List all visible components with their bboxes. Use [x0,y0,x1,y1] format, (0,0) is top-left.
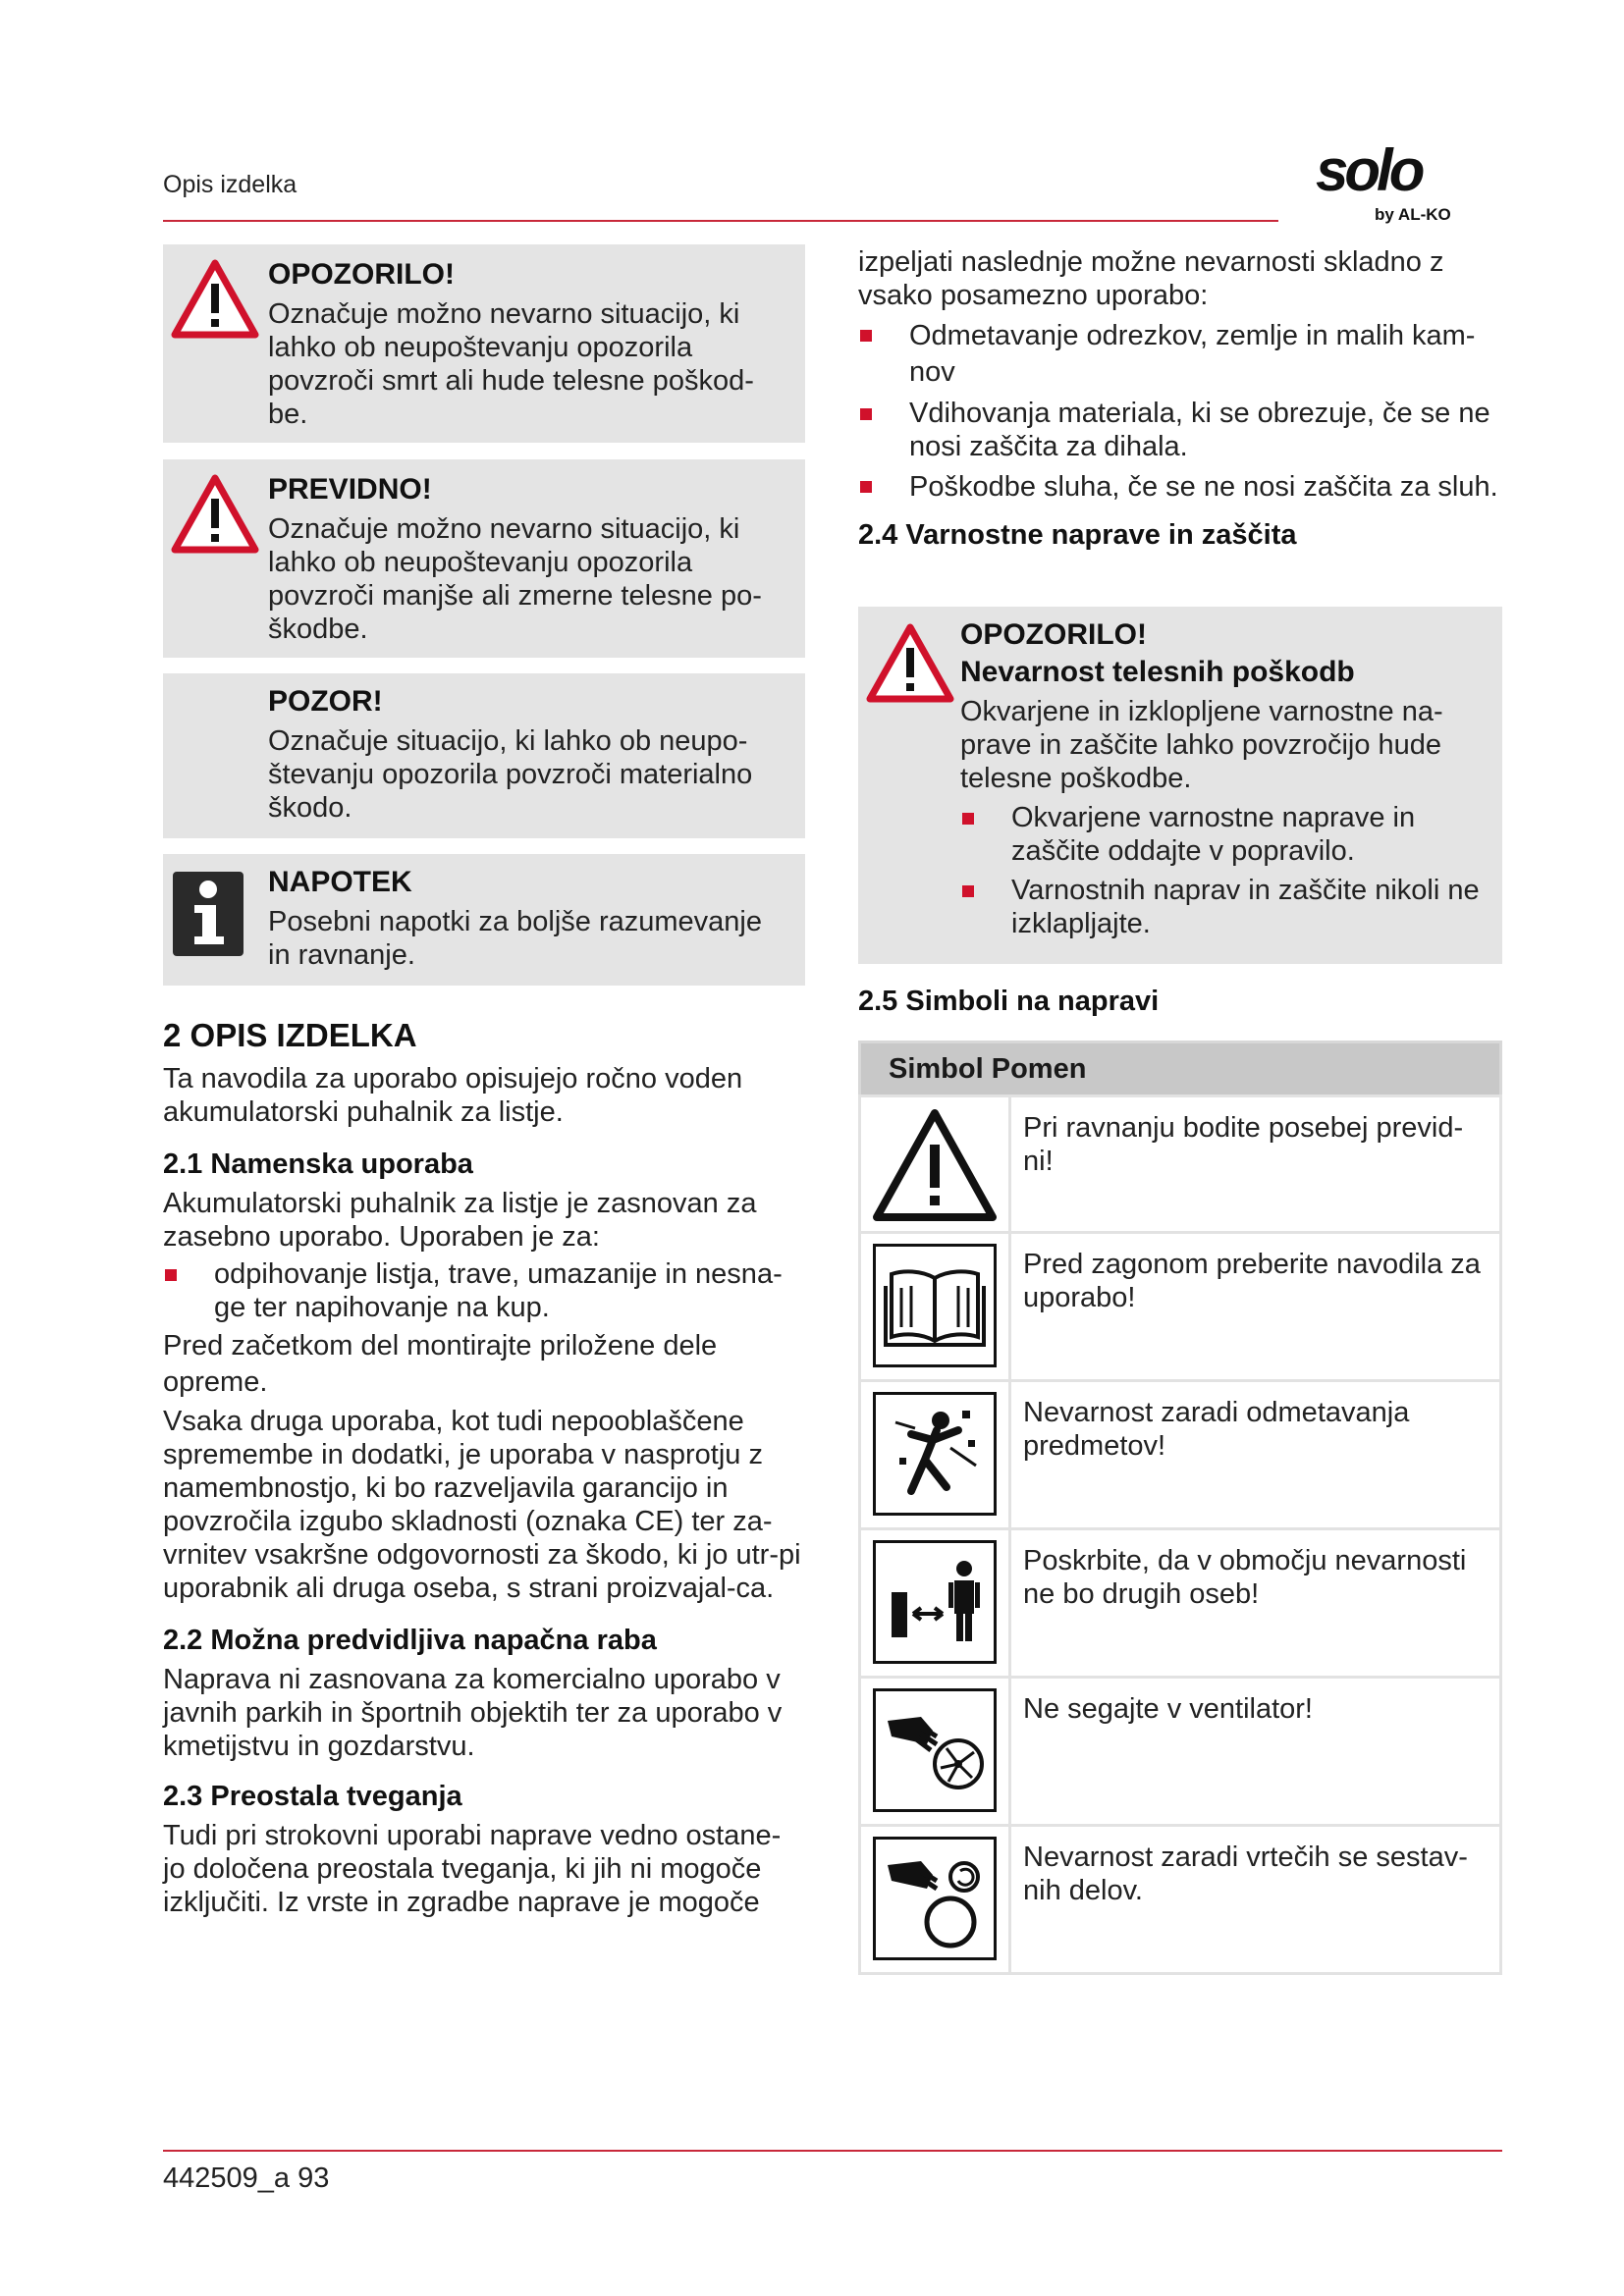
manual-book-icon [873,1244,997,1367]
section-2-1-p3: Vsaka druga uporaba, kot tudi nepooblaščene spremembe in dodatki, je uporaba v nasprotju z namembnostjo, ki bo razveljavila garancijo in povzročila izgubo skladnosti (oznaka CE) ter za-vrnitev vsakršne odgovornosti za škodo, ki jo utr-pi uporabnik ali druga oseba, s strani proizvajal-ca. [163,1406,801,1604]
notice-title: POZOR! [268,685,383,718]
safety-box-title: OPOZORILO! [960,618,1147,651]
safety-box-subtitle: Nevarnost telesnih poškodb [960,656,1355,688]
meaning-cell: Pred zagonom preberite navodila za uporabo! [1010,1233,1501,1381]
symbol-cell [860,1529,1010,1678]
safety-box-text: Okvarjene in izklopljene varnostne na-prave in zaščite lahko povzročijo hude telesne poškodbe. [960,696,1443,794]
meaning-cell: Nevarnost zaradi odmetavanja predmetov! [1010,1381,1501,1529]
notice-text: Označuje možno nevarno situacijo, ki lahko ob neupoštevanju opozorila povzroči smrt ali hude telesne poškod-be. [268,298,754,430]
col-symbol-header: Simbol [889,1052,984,1085]
section-2-3-p2: izpeljati naslednje možne nevarnosti skladno z vsako posamezno uporabo: [858,246,1444,311]
keep-distance-icon [873,1540,997,1664]
table-header-row [860,1042,1501,1096]
page-header-title: Opis izdelka [163,171,298,198]
section-2-3-bullet: Vdihovanja materiala, ki se obrezuje, če se ne nosi zaščita za dihala. [858,397,1506,463]
safety-box-bullet: Varnostnih naprav in zaščite nikoli ne izklapljajte. [960,874,1490,940]
section-2-1-heading: 2.1 Namenska uporaba [163,1148,473,1180]
header-rule [163,220,1278,222]
attention-notice-box [163,673,805,838]
warning-triangle-icon [861,1097,1008,1223]
table-row [860,1678,1501,1826]
solo-logo [1312,139,1467,228]
meaning-cell: Ne segajte v ventilator! [1010,1678,1501,1826]
meaning-cell: Nevarnost zaradi vrtečih se sestav-nih delov. [1010,1826,1501,1974]
safety-warning-box [858,607,1502,964]
meaning-cell: Pri ravnanju bodite posebej previd-ni! [1010,1096,1501,1233]
safety-box-bullet: Okvarjene varnostne naprave in zaščite oddajte v popravilo. [960,801,1490,868]
notice-text: Posebni napotki za boljše razumevanje in ravnanje. [268,906,762,971]
info-icon [173,872,244,961]
section-2-3-heading: 2.3 Preostala tveganja [163,1781,462,1812]
symbol-cell [860,1826,1010,1974]
table-row [860,1096,1501,1233]
symbol-cell [860,1678,1010,1826]
table-row [860,1826,1501,1974]
section-2-2-p1: Naprava ni zasnovana za komercialno uporabo v javnih parkih in športnih objektih ter za uporabo v kmetijstvu in gozdarstvu. [163,1664,783,1762]
col-meaning-header: Pomen [991,1052,1087,1085]
section-2-4-heading: 2.4 Varnostne naprave in zaščita [858,519,1297,551]
symbol-cell [860,1096,1010,1233]
note-notice-box [163,854,805,986]
section-2-heading: 2 OPIS IZDELKA [163,1017,417,1053]
notice-title: NAPOTEK [268,866,412,898]
caution-notice-box [163,459,805,658]
symbols-table [858,1041,1502,1975]
table-row [860,1233,1501,1381]
logo-sub-text: by AL-KO [1375,205,1451,224]
rotating-parts-icon [873,1837,997,1960]
section-2-1-bullet: odpihovanje listja, trave, umazanije in nesna-ge ter napihovanje na kup. [163,1257,801,1324]
footer-rule [163,2150,1502,2152]
warning-notice-box [163,244,805,443]
table-row [860,1529,1501,1678]
symbol-cell [860,1233,1010,1381]
meaning-cell: Poskrbite, da v območju nevarnosti ne bo drugih oseb! [1010,1529,1501,1678]
thrown-objects-icon [873,1392,997,1516]
symbol-cell [860,1381,1010,1529]
notice-title: PREVIDNO! [268,473,432,506]
section-2-3-bullet: Odmetavanje odrezkov, zemlje in malih kam-nov [858,318,1506,391]
section-2-2-heading: 2.2 Možna predvidljiva napačna raba [163,1625,657,1656]
section-2-intro: Ta navodila za uporabo opisujejo ročno voden akumulatorski puhalnik za listje. [163,1063,743,1128]
fan-hand-icon [873,1688,997,1812]
notice-text: Označuje možno nevarno situacijo, ki lahko ob neupoštevanju opozorila povzroči manjše ali zmerne telesne po-škodbe. [268,513,762,645]
table-header [860,1042,1501,1096]
section-2-3-bullet: Poškodbe sluha, če se ne nosi zaščita za sluh. [858,469,1506,506]
warning-triangle-icon [866,622,954,708]
logo-main-text: solo [1316,139,1422,203]
section-2-1-p2: Pred začetkom del montirajte priložene dele opreme. [163,1330,718,1398]
section-2-3-p1: Tudi pri strokovni uporabi naprave vedno ostane-jo določena preostala tveganja, ki jih ni mogoče izključiti. Iz vrste in zgradbe naprave je mogoče [163,1820,782,1918]
notice-title: OPOZORILO! [268,258,455,291]
section-2-5-heading: 2.5 Simboli na napravi [858,986,1160,1017]
section-2-1-p1: Akumulatorski puhalnik za listje je zasnovan za zasebno uporabo. Uporaben je za: [163,1188,757,1253]
footer-doc-number: 442509_a 93 [163,2163,330,2194]
warning-triangle-icon [171,473,259,559]
table-row [860,1381,1501,1529]
notice-text: Označuje situacijo, ki lahko ob neupo-števanju opozorila povzroči materialno škodo. [268,725,753,824]
warning-triangle-icon [171,258,259,344]
